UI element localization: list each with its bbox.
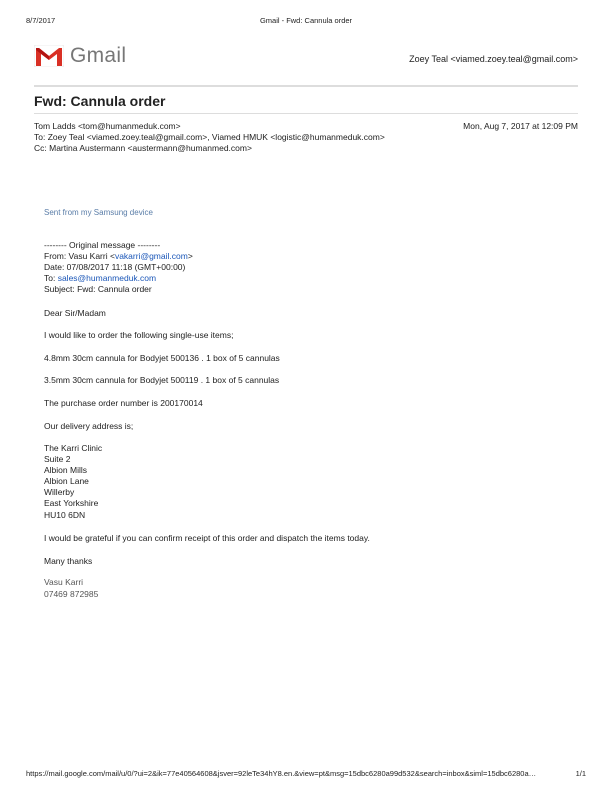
- print-footer-page: 1/1: [575, 769, 586, 778]
- original-to: [44, 273, 156, 283]
- print-footer-url: https://mail.google.com/mail/u/0/?ui=2&ik=77e40564608&jsver=92leTe34hY8.en.&view=pt&msg=15dbc6280a99d532&search=inbox&siml=15dbc6280a…: [26, 769, 537, 778]
- original-to-email-link[interactable]: sales@humanmeduk.com: [57, 273, 157, 283]
- signature: Sent from my Samsung device: [44, 208, 153, 217]
- address-line: The Karri Clinic: [44, 443, 103, 453]
- gmail-envelope-icon: [34, 45, 64, 67]
- address-line: East Yorkshire: [44, 498, 99, 508]
- sender-name: Vasu Karri: [44, 577, 84, 587]
- print-date: 8/7/2017: [26, 16, 56, 25]
- gmail-logo[interactable]: [34, 44, 126, 68]
- email-to: To: Zoey Teal <viamed.zoey.teal@gmail.com>, Viamed HMUK <logistic@humanmeduk.com>: [34, 132, 385, 142]
- original-from-prefix: From: Vasu Karri <: [44, 251, 115, 261]
- original-from-email-link[interactable]: vakarri@gmail.com: [114, 251, 188, 261]
- print-title: Gmail - Fwd: Cannula order: [259, 16, 353, 25]
- body-thanks: Many thanks: [44, 556, 93, 566]
- subject-divider: [34, 113, 578, 114]
- address-line: Albion Lane: [44, 476, 89, 486]
- header-divider: [34, 85, 578, 87]
- body-closing: I would be grateful if you can confirm receipt of this order and dispatch the items today.: [44, 533, 370, 543]
- address-line: Albion Mills: [44, 465, 87, 475]
- address-line: Willerby: [44, 487, 75, 497]
- body-item-1: 4.8mm 30cm cannula for Bodyjet 500136 . 1 box of 5 cannulas: [44, 353, 280, 363]
- account-label: Zoey Teal <viamed.zoey.teal@gmail.com>: [409, 54, 578, 64]
- original-from-suffix: >: [187, 251, 193, 261]
- email-date: Mon, Aug 7, 2017 at 12:09 PM: [463, 121, 578, 131]
- body-intro: I would like to order the following single-use items;: [44, 330, 234, 340]
- address-line: HU10 6DN: [44, 510, 86, 520]
- original-subject: Subject: Fwd: Cannula order: [44, 284, 152, 294]
- sender-phone: 07469 872985: [44, 589, 99, 599]
- original-to-prefix: To:: [44, 273, 58, 283]
- email-cc: Cc: Martina Austermann <austermann@humanmed.com>: [34, 143, 252, 153]
- original-date: Date: 07/08/2017 11:18 (GMT+00:00): [44, 262, 186, 272]
- address-line: Suite 2: [44, 454, 71, 464]
- email-from: Tom Ladds <tom@humanmeduk.com>: [34, 121, 181, 131]
- email-subject: Fwd: Cannula order: [34, 93, 166, 109]
- original-from: [44, 251, 193, 261]
- body-delivery-intro: Our delivery address is;: [44, 421, 134, 431]
- body-po: The purchase order number is 200170014: [44, 398, 203, 408]
- body-item-2: 3.5mm 30cm cannula for Bodyjet 500119 . 1 box of 5 cannulas: [44, 375, 280, 385]
- original-separator: -------- Original message --------: [44, 240, 161, 250]
- gmail-logo-text: Gmail: [70, 44, 127, 67]
- body-greeting: Dear Sir/Madam: [44, 308, 106, 318]
